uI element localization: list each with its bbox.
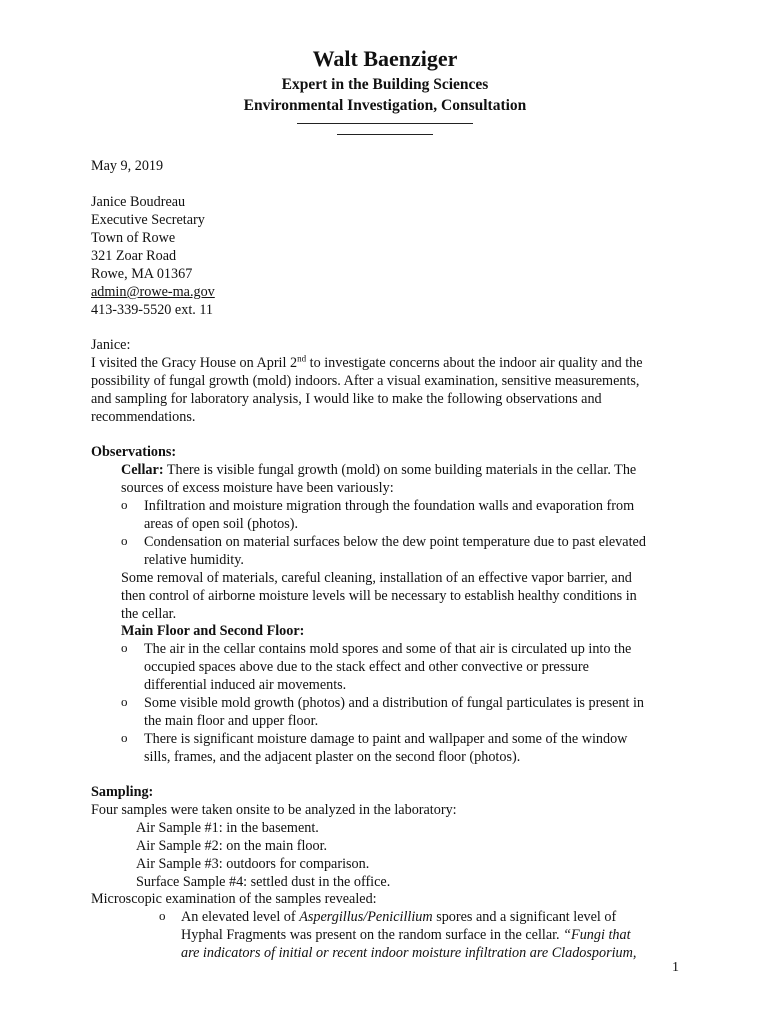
micro-bullet-line-1: An elevated level of Aspergillus/Penicillium spores and a significant level of: [181, 909, 617, 925]
removal-line-3: the cellar.: [121, 606, 177, 622]
bullet-icon: o: [121, 640, 128, 655]
micro-bullet-line-3: are indicators of initial or recent indoor moisture infiltration are Cladosporium,: [181, 945, 637, 961]
micro-bullet-line-2: Hyphal Fragments was present on the random surface in the cellar. “Fungi that: [181, 927, 631, 943]
letter-date: May 9, 2019: [91, 158, 164, 174]
sampling-intro: Four samples were taken onsite to be analyzed in the laboratory:: [91, 802, 457, 818]
recipient-email-link[interactable]: admin@rowe-ma.gov: [91, 284, 215, 300]
floor-bullet-1-line-2: occupied spaces above due to the stack effect and other convective or pressure: [144, 659, 589, 675]
intro-line-3: and sampling for laboratory analysis, I would like to make the following observations and: [91, 391, 602, 407]
sample-3: Air Sample #3: outdoors for comparison.: [136, 856, 370, 872]
floor-heading: Main Floor and Second Floor:: [121, 623, 305, 639]
bullet-icon: o: [121, 694, 128, 709]
bullet-icon: o: [121, 533, 128, 548]
sampling-heading: Sampling:: [91, 784, 154, 800]
recipient-phone: 413-339-5520 ext. 11: [91, 302, 214, 318]
sample-4: Surface Sample #4: settled dust in the office.: [136, 874, 391, 890]
floor-bullet-3-line-1: There is significant moisture damage to paint and wallpaper and some of the window: [144, 731, 628, 747]
cellar-line-1: Cellar: There is visible fungal growth (mold) on some building materials in the cellar. The: [121, 462, 637, 478]
floor-bullet-1-line-3: differential induced air movements.: [144, 677, 347, 693]
header-rule-short: [337, 134, 433, 135]
header-rule-long: [297, 123, 473, 124]
page-number: 1: [672, 960, 679, 975]
floor-bullet-2-line-2: the main floor and upper floor.: [144, 713, 319, 729]
sample-2: Air Sample #2: on the main floor.: [136, 838, 328, 854]
observations-heading: Observations:: [91, 444, 177, 460]
cellar-bullet-1-line-2: areas of open soil (photos).: [144, 516, 299, 532]
bullet-icon: o: [159, 908, 166, 923]
floor-bullet-1-line-1: The air in the cellar contains mold spores and some of that air is circulated up into the: [144, 641, 632, 657]
recipient-org: Town of Rowe: [91, 230, 176, 246]
intro-line-4: recommendations.: [91, 409, 196, 425]
recipient-city: Rowe, MA 01367: [91, 266, 193, 282]
cellar-line-2: sources of excess moisture have been variously:: [121, 480, 394, 496]
bullet-icon: o: [121, 497, 128, 512]
microscopic-intro: Microscopic examination of the samples revealed:: [91, 891, 377, 907]
floor-bullet-2-line-1: Some visible mold growth (photos) and a distribution of fungal particulates is present in: [144, 695, 645, 711]
author-subtitle-2: Environmental Investigation, Consultation: [243, 97, 527, 114]
salutation: Janice:: [91, 337, 131, 353]
cellar-bullet-2-line-1: Condensation on material surfaces below the dew point temperature due to past elevated: [144, 534, 646, 550]
intro-line-2: possibility of fungal growth (mold) indoors. After a visual examination, sensitive measurements,: [91, 373, 640, 389]
recipient-street: 321 Zoar Road: [91, 248, 177, 264]
floor-bullet-3-line-2: sills, frames, and the adjacent plaster on the second floor (photos).: [144, 749, 521, 765]
recipient-title: Executive Secretary: [91, 212, 205, 228]
cellar-bullet-1-line-1: Infiltration and moisture migration through the foundation walls and evaporation from: [144, 498, 635, 514]
author-name: Walt Baenziger: [312, 46, 458, 71]
cellar-bullet-2-line-2: relative humidity.: [144, 552, 244, 568]
recipient-name: Janice Boudreau: [91, 194, 186, 210]
bullet-icon: o: [121, 730, 128, 745]
intro-line-1: I visited the Gracy House on April 2nd to investigate concerns about the indoor air quality and the: [91, 353, 643, 371]
sample-1: Air Sample #1: in the basement.: [136, 820, 319, 836]
author-subtitle-1: Expert in the Building Sciences: [281, 76, 489, 93]
removal-line-1: Some removal of materials, careful cleaning, installation of an effective vapor barrier, and: [121, 570, 632, 586]
removal-line-2: then control of airborne moisture levels will be necessary to establish healthy conditions in: [121, 588, 637, 604]
